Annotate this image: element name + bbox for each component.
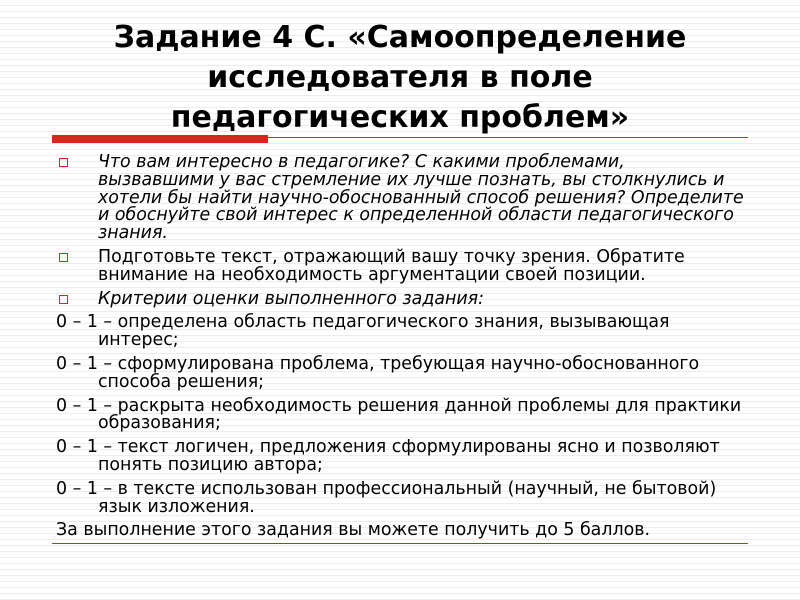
score-summary: За выполнение этого задания вы можете получить до 5 баллов.: [56, 520, 650, 541]
bullet-item-criteria-heading: [56, 288, 746, 309]
title-line-3: педагогических проблем»: [170, 100, 630, 135]
square-bullet-icon: [59, 295, 68, 304]
slide-title: [60, 18, 740, 138]
bullet-text-question: Что вам интересно в педагогике? С какими проблемами, вызвавшими у вас стремление их лучше познать, вы столкнулись и хотели бы найти научно-обоснованный способ решения? Определите и обоснуйте свой интерес к определенной области педагогического знания.: [98, 152, 744, 244]
criterion-1: 0 – 1 – определена область педагогического знания, вызывающая интерес;: [56, 312, 670, 351]
bottom-divider-line: [52, 543, 748, 544]
bullet-item-question: [56, 154, 746, 243]
criteria-heading: Критерии оценки выполненного задания:: [98, 288, 485, 309]
criterion-3: 0 – 1 – раскрыта необходимость решения данной проблемы для практики образования;: [56, 395, 742, 434]
criterion-2: 0 – 1 – сформулирована проблема, требующая научно-обоснованного способа решения;: [56, 353, 700, 392]
square-bullet-icon: [59, 253, 68, 262]
bullet-text-instruction: Подготовьте текст, отражающий вашу точку зрения. Обратите внимание на необходимость аргументации своей позиции.: [98, 246, 685, 285]
title-line-1: Задание 4 С. «Самоопределение: [113, 20, 687, 55]
slide-content: [56, 154, 746, 540]
bullet-item-instruction: [56, 246, 746, 285]
title-divider-accent: [52, 135, 268, 143]
criterion-4: 0 – 1 – текст логичен, предложения сформулированы ясно и позволяют понять позицию автора;: [56, 437, 720, 475]
criterion-5: 0 – 1 – в тексте использован профессиональный (научный, не бытовой) язык изложения.: [56, 478, 717, 517]
square-bullet-icon: [59, 158, 68, 167]
title-line-2: исследователя в поле: [207, 60, 593, 95]
